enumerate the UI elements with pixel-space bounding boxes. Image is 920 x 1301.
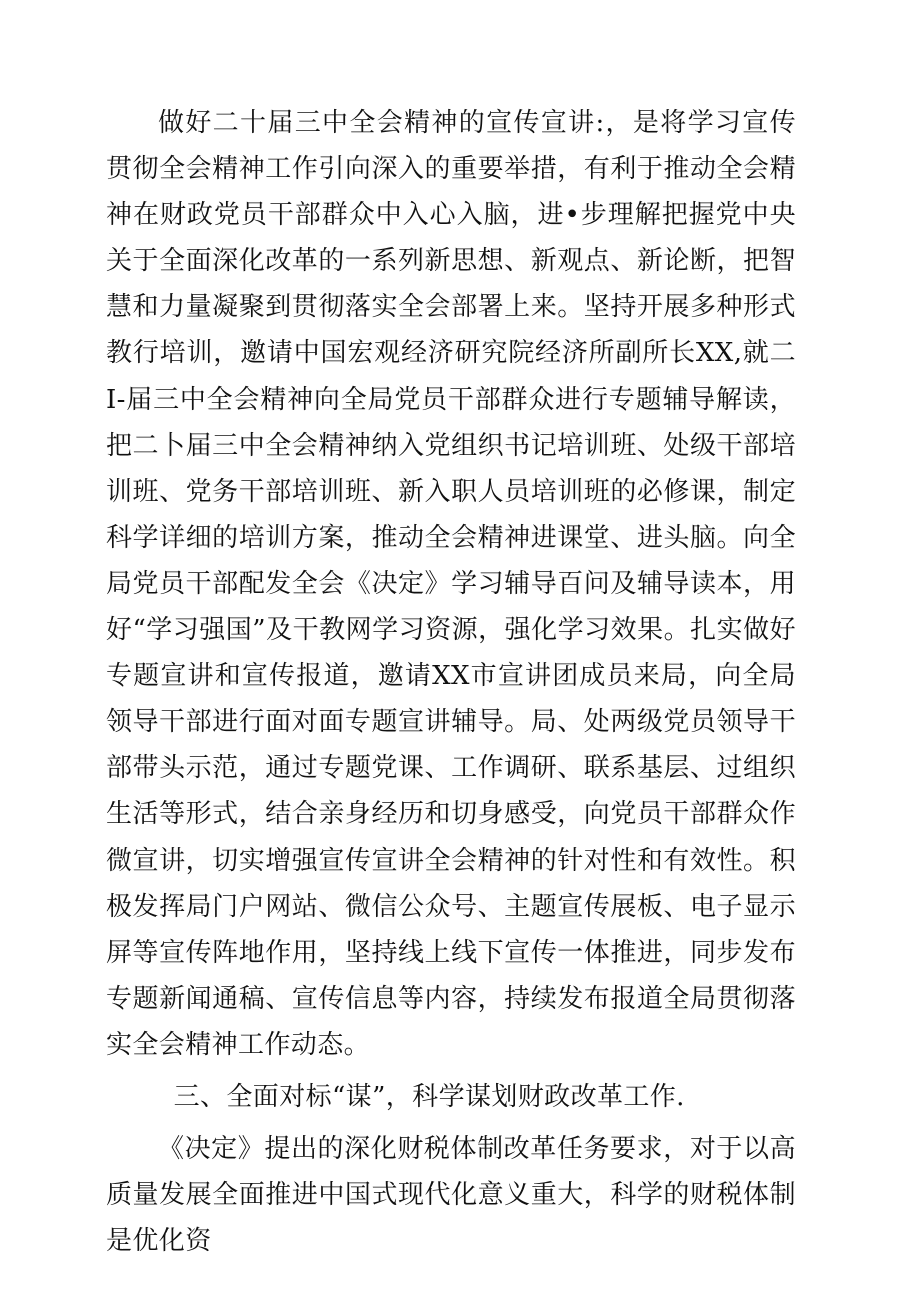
document-body xyxy=(106,100,796,1264)
body-paragraph: 做好二十届三中全会精神的宣传宣讲:，是将学习宣传贯彻全会精神工作引向深入的重要举措，有利于推动全会精神在财政党员干部群众中入心入脑，进•步理解把握党中央关于全面深化改革的一系列新思想、新观点、新论断，把智慧和力量凝聚到贯彻落实全会部署上来。坚持开展多种形式教行培训，邀请中国宏观经济研究院经济所副所长XX,就二I-届三中全会精神向全局党员干部群众进行专题辅导解读，把二卜届三中全会精神纳入党组织书记培训班、处级干部培训班、党务干部培训班、新入职人员培训班的必修课，制定科学详细的培训方案，推动全会精神进课堂、进头脑。向全局党员干部配发全会《决定》学习辅导百问及辅导读本，用好“学习强国”及干教网学习资源，强化学习效果。扎实做好专题宣讲和宣传报道，邀请XX市宣讲团成员来局，向全局领导干部进行面对面专题宣讲辅导。局、处两级党员领导干部带头示范，通过专题党课、工作调研、联系基层、过组织生活等形式，结合亲身经历和切身感受，向党员干部群众作微宣讲，切实增强宣传宣讲全会精神的针对性和有效性。积极发挥局门户网站、微信公众号、主题宣传展板、电子显示屏等宣传阵地作用，坚持线上线下宣传一体推进，同步发布专题新闻通稿、宣传信息等内容，持续发布报道全局贯彻落实全会精神工作动态。 xyxy=(106,108,796,1060)
section-heading: 三、全面对标“谋”，科学谋划财政改革工作. xyxy=(173,1081,685,1112)
body-paragraph: 《决定》提出的深化财税体制改革任务要求，对于以高质量发展全面推进中国式现代化意义重大，科学的财税体制是优化资 xyxy=(106,1134,796,1257)
